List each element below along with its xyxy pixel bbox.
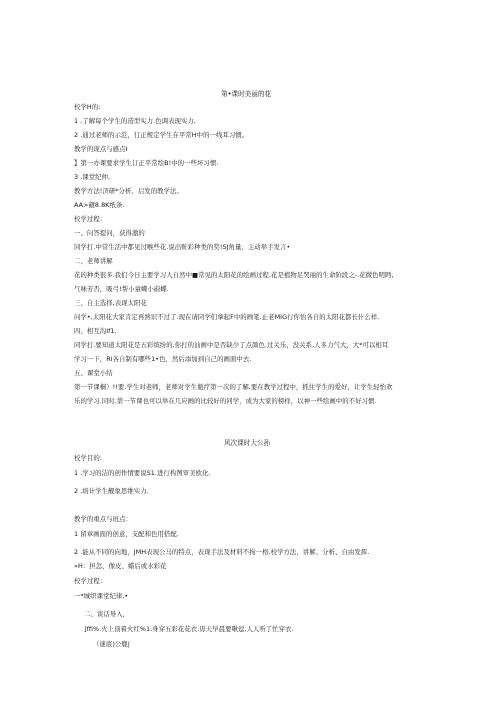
lesson1-goal-2: 2 .通过老师的示范，仃正规定学生在平常H中的一线耳习惯。 (74, 131, 249, 139)
lesson1-goal-1: 1 .了解每个学生的造型实力.色调表现实力, (74, 117, 196, 125)
lesson2-tools: »H：担怎、像皮、蜡后或水彩花 (74, 562, 167, 570)
lesson2-step2-note: （谜底)公鹿| (93, 640, 130, 648)
lesson2-goal-heading: 校学目的: (74, 454, 102, 462)
lesson1-step2-text-b: 气味芳否，吸弓!帮小童蝶小蔚蝶. (74, 285, 169, 293)
lesson1-step1-heading: 一、问答提问，获得激的 (74, 229, 145, 237)
lesson2-process-heading: 校学过程： (74, 577, 107, 585)
lesson2-key-heading: 教学的重点与班点： (74, 515, 132, 523)
lesson2-title: 风次课时大公孙 (224, 439, 271, 447)
lesson1-step3-heading: 三、自主选择,表现太阳花 (74, 299, 147, 307)
lesson1-goal-heading: 校学H的: (74, 103, 101, 111)
lesson1-step5-text-a: 第一节课桐）!!要.学生对老师，老师对学生瓶疗第一次的了解,要在教学过程中，抓住学生的爱好，让学生轻怡欢 (74, 383, 393, 391)
lesson1-step4-text-a: 同学打.要知道太阳花是五彩缤纷的,你打的汕画中是否缺少了点颜色.过关乐，没关系,人多力气大，大*可以相耳 (74, 341, 389, 349)
lesson2-key-2: 2 .能从不同的向地，JMH表现公马的特点，表现手法及材料不拘一格.校学方法，讲解、分析、自由发挥. (74, 548, 370, 556)
lesson1-step4-heading: 四、相互沟If1. (74, 327, 117, 335)
lesson2-step2-text: ]ffi%.火上顶着火红%1.身穿五彩花花衣.毋天早晨要啾逗,人人听了忙穿衣. (84, 625, 294, 633)
lesson2-step2-heading: 二、谈话导入， (84, 610, 130, 618)
lesson2-step1-heading: 一*城织课堂纪律,• (74, 592, 129, 600)
lesson1-step5-text-b: 乐的学习.同时.第一节课也可以举在几应画的比较好的同学，成为大家的榜样，以神一些绘画中的不好习惯. (74, 397, 377, 405)
lesson1-materials: AA>觎8.8K纸条. (74, 201, 125, 209)
lesson1-step2-text-a: 花的种类很多.我们今日主要学习人自然中■常见的太阳花的绘画过程.花是植物足哭丽的生命阶段之-.花微色明眄, (74, 271, 394, 279)
lesson1-title: 第•课时美丽的花 (221, 90, 272, 98)
lesson1-step3-text: 问学•,太阳花大家肯定再熟识不过了.现在请同学们拿起F中的画笔.止老MIG行你怡各自的太阳花都长什么样. (74, 313, 380, 321)
lesson2-key-1: 1 留章画面的创意、支配和色用搭配. (74, 530, 179, 538)
lesson1-method: 教学方法!济研*分析、启发的教学法。 (74, 187, 183, 195)
lesson2-goal-1: 1 .学习的洁的创作情要说S1.进行构图审美欧化. (74, 469, 211, 477)
lesson2-goal-2: 2 .培计学生靓象思维实力. (74, 487, 149, 495)
lesson1-key-3: 3 .课堂纪仲, (74, 173, 111, 181)
lesson1-step2-heading: 二、老师讲解 (74, 257, 113, 265)
lesson1-key-heading: 教学的现点与感点I (74, 145, 128, 153)
lesson1-step1-text: 同学打.中常生活中都见过喉些花.说出赃彩种类的奖!SJ角量，主动举手发言• (74, 243, 291, 251)
lesson1-step4-text-b: 学习一下，Ri各自制有哪些1•色，然后添加到自己的画面中去. (74, 355, 252, 363)
lesson1-key-1: 】第一办课要求学生订正平常绘B!中的一些坏习惯. (74, 159, 219, 167)
lesson1-step5-heading: 五、课堂小结 (74, 369, 113, 377)
lesson1-process-heading: 校学过程： (74, 215, 107, 223)
